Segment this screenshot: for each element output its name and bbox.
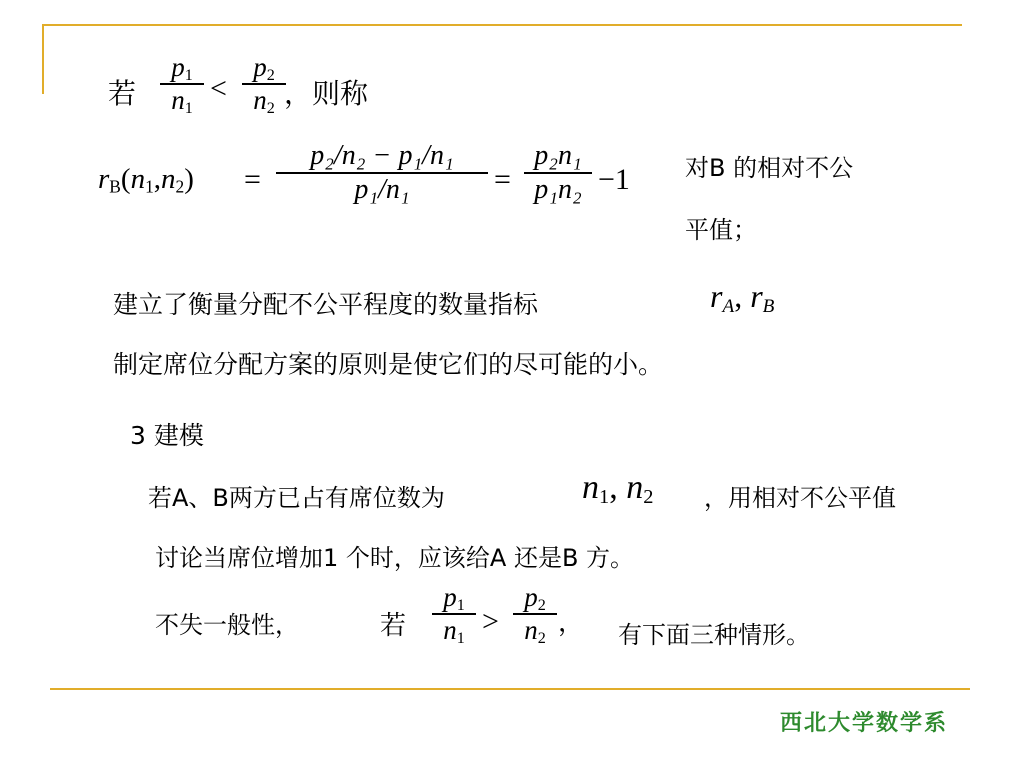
greater-than-sign: > (482, 605, 499, 638)
para1-suffix: ，用相对不公平值 (704, 484, 896, 512)
fraction-p2-n2-bottom: $p_2$ $n_2$ (513, 582, 557, 646)
fraction-p1-n1-top: $p_1$ $n_1$ (160, 52, 204, 116)
para1-symbols: $n_1$, $n_2$ (582, 469, 654, 509)
fraction-p2-n2-top: $p_2$ $n_2$ (242, 52, 286, 116)
equals-sign-1: = (244, 163, 261, 196)
formula-fraction-simplified: p₂n₁ p₁n₂ (524, 140, 592, 206)
section-heading: 3 建模 (130, 421, 204, 450)
side-note-line1: 对B 的相对不公 (685, 154, 854, 182)
last-line-suffix: 有下面三种情形。 (618, 621, 810, 649)
index-text: 建立了衡量分配不公平程度的数量指标 (113, 290, 539, 319)
less-than-sign: < (210, 72, 227, 105)
top-rule (42, 24, 962, 26)
line1-prefix: 若 (108, 77, 137, 110)
footer-department: 西北大学数学系 (780, 711, 949, 736)
left-rule (42, 24, 44, 94)
last-line-comma: ， (558, 608, 585, 638)
formula-lhs: $r_B(n_1,n_2)$ (98, 163, 194, 197)
formula-fraction-main: p₂/n₂ − p₁/n₁ p₁/n₁ (276, 140, 488, 206)
para1-prefix: 若A、B两方已占有席位数为 (148, 484, 445, 512)
bottom-rule (50, 688, 970, 690)
formula-tail: −1 (598, 163, 630, 196)
fraction-p1-n1-bottom: $p_1$ $n_1$ (432, 582, 476, 646)
last-line-prefix: 不失一般性， (155, 611, 299, 639)
line1-suffix: ，则称 (284, 77, 369, 110)
index-symbols: $r_A$, $r_B$ (710, 278, 775, 317)
principle-text: 制定席位分配方案的原则是使它们的尽可能的小。 (113, 350, 664, 379)
last-line-ruo: 若 (380, 611, 407, 641)
equals-sign-2: = (494, 163, 511, 196)
side-note-line2: 平值； (685, 216, 757, 244)
para2-text: 讨论当席位增加1 个时，应该给A 还是B 方。 (155, 544, 635, 572)
